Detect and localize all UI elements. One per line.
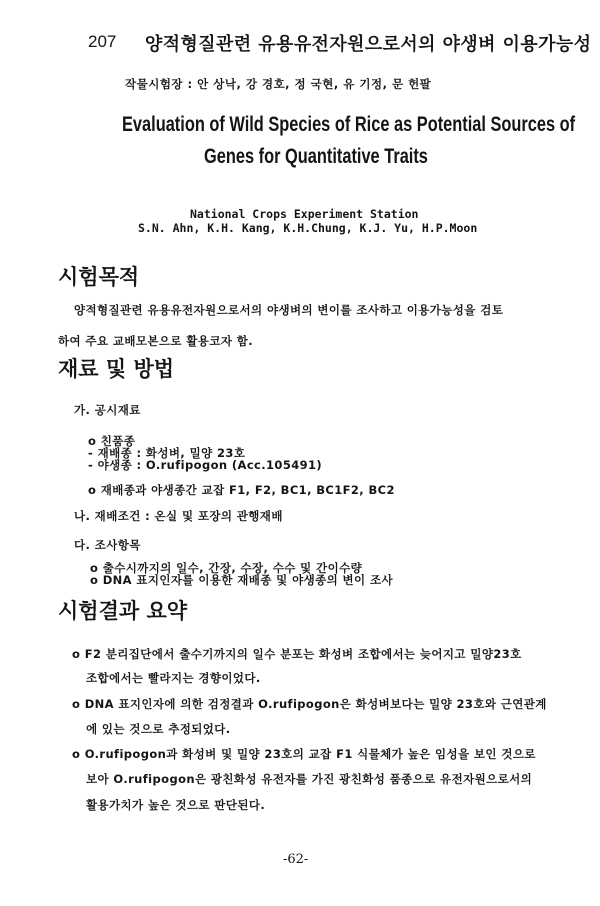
methods-subheading-conditions: 나. 재배조건 : 온실 및 포장의 관행재배 (74, 509, 283, 523)
results-text-line: 에 있는 것으로 추정되었다. (86, 722, 231, 736)
english-title-line-1: Evaluation of Wild Species of Rice as Potential Sources of (122, 113, 576, 136)
results-text-line: o F2 분리집단에서 출수기까지의 일수 분포는 화성벼 조합에서는 늦어지고 밀양23호 (72, 647, 522, 661)
methods-list-item: o 친품종 (88, 434, 136, 448)
article-number: 207 (88, 32, 117, 51)
authors: S.N. Ahn, K.H. Kang, K.H.Chung, K.J. Yu, H.P.Moon (138, 221, 478, 235)
english-title-line-2: Genes for Quantitative Traits (204, 145, 428, 168)
results-text-line: o O.rufipogon과 화성벼 및 밀양 23호의 교잡 F1 식물체가 높은 임성을 보인 것으로 (72, 747, 536, 761)
methods-list-item: - 재배종 : 화성벼, 밀양 23호 (88, 446, 246, 460)
results-text-line: 조합에서는 빨라지는 경향이었다. (86, 671, 261, 685)
methods-list-item: - 야생종 : O.rufipogon (Acc.105491) (88, 458, 323, 472)
section-heading-purpose: 시험목적 (58, 265, 140, 289)
results-text-line: 보아 O.rufipogon은 광친화성 유전자를 가진 광친화성 품종으로 유전자원으로서의 (86, 772, 533, 786)
section-heading-methods: 재료 및 방법 (58, 357, 175, 381)
methods-list-item: o 출수시까지의 일수, 간장, 수장, 수수 및 간이수량 (90, 561, 363, 575)
korean-title: 양적형질관련 유용유전자원으로서의 야생벼 이용가능성 (145, 34, 592, 55)
results-text-line: o DNA 표지인자에 의한 검정결과 O.rufipogon은 화성벼보다는 밀양 23호와 근연관계 (72, 697, 547, 711)
methods-list-item: o 재배종과 야생종간 교잡 F1, F2, BC1, BC1F2, BC2 (88, 483, 395, 497)
methods-subheading-items: 다. 조사항목 (74, 538, 141, 552)
purpose-text-line-1: 양적형질관련 유용유전자원으로서의 야생벼의 변이를 조사하고 이용가능성을 검토 (74, 303, 504, 317)
methods-list-item: o DNA 표지인자를 이용한 재배종 및 야생종의 변이 조사 (90, 573, 393, 587)
researchers-line: 작물시험장 : 안 상낙, 강 경호, 정 국현, 유 기정, 문 헌팔 (125, 77, 432, 91)
results-text-line: 활용가치가 높은 것으로 판단된다. (86, 798, 266, 812)
page-number: -62- (283, 852, 309, 867)
institution: National Crops Experiment Station (190, 207, 419, 221)
section-heading-results: 시험결과 요약 (58, 599, 188, 623)
purpose-text-line-2: 하여 주요 교배모본으로 활용코자 함. (58, 334, 254, 348)
methods-subheading-materials: 가. 공시재료 (74, 403, 141, 417)
